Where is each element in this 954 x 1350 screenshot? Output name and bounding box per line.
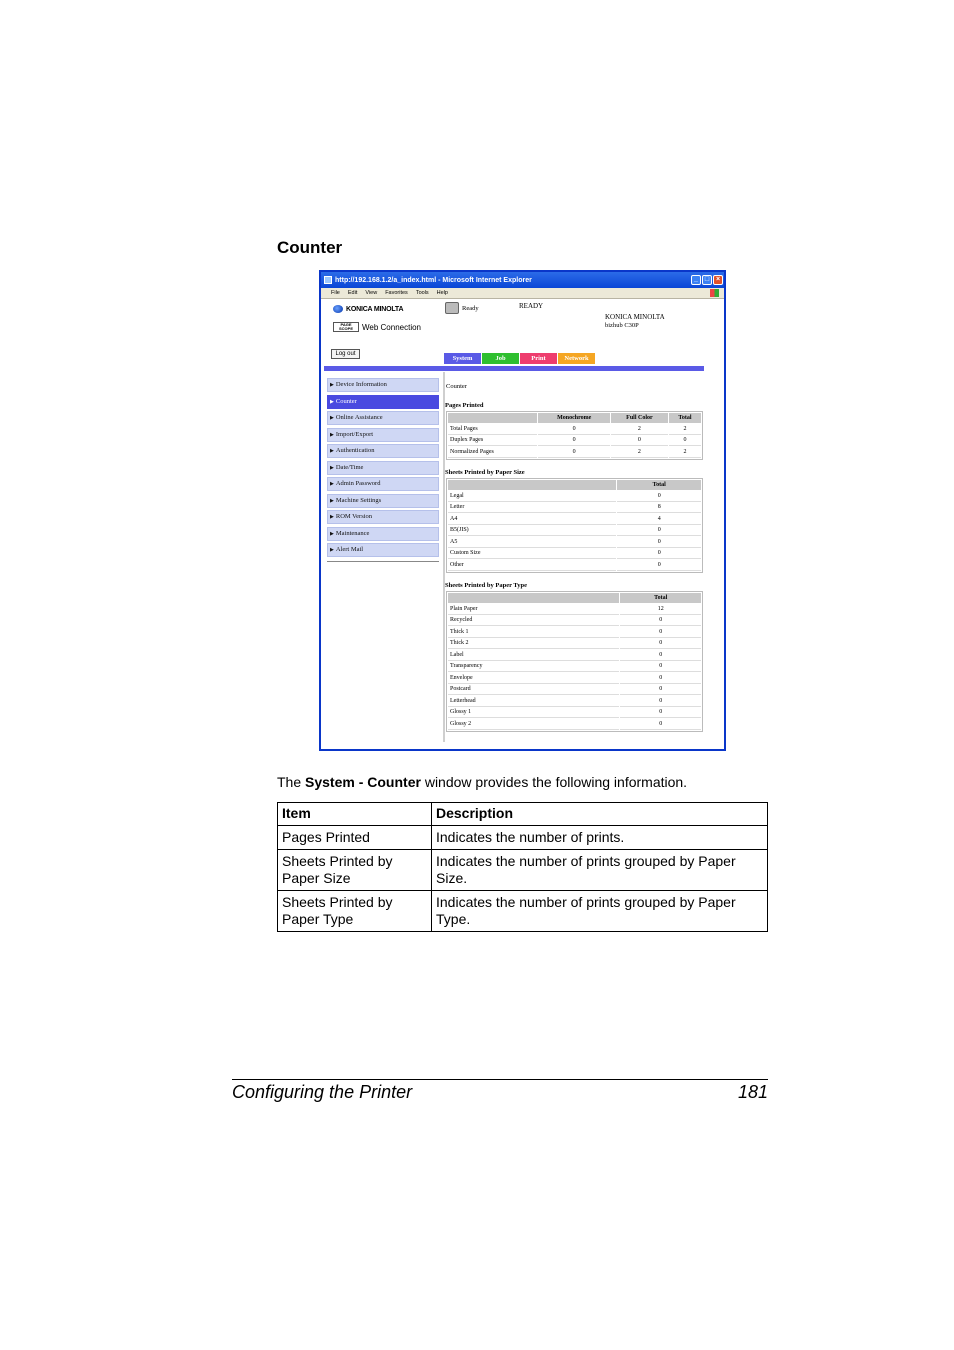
- row-label: Total Pages: [448, 424, 537, 435]
- row-label: Glossy 2: [448, 719, 619, 730]
- table-row: [448, 560, 701, 571]
- menu-edit[interactable]: Edit: [347, 290, 358, 296]
- footer-chapter: Configuring the Printer: [232, 1082, 413, 1102]
- intro-text: [277, 774, 687, 790]
- windows-logo-icon: [710, 289, 719, 297]
- table-row: [448, 685, 701, 696]
- count-cell: 0: [620, 673, 701, 684]
- table-row: [448, 708, 701, 719]
- description-cell: Indicates the number of prints grouped by Paper Size.: [432, 850, 768, 891]
- sidebar-item-label: Admin Password: [335, 480, 381, 487]
- arrow-icon: ▶: [330, 515, 334, 520]
- page-number: 181: [737, 1082, 768, 1102]
- sidebar-item[interactable]: [327, 378, 439, 392]
- row-label: Envelope: [448, 673, 619, 684]
- counter-heading: Counter: [446, 383, 467, 390]
- table-header-row: [448, 480, 701, 490]
- count-cell: 0: [620, 662, 701, 673]
- table-row: [448, 604, 701, 615]
- status-big: READY: [519, 302, 544, 310]
- menu-tools[interactable]: Tools: [415, 290, 429, 296]
- row-label: Thick 2: [448, 639, 619, 650]
- sidebar-item-label: Authentication: [335, 447, 375, 454]
- table-row: [448, 719, 701, 730]
- arrow-icon: ▶: [330, 416, 334, 421]
- count-cell: 0: [620, 719, 701, 730]
- row-label: Postcard: [448, 685, 619, 696]
- globe-icon: [333, 305, 343, 313]
- count-cell: 0: [538, 447, 609, 458]
- intro-post: window provides the following information.: [420, 774, 688, 790]
- browser-title: http://192.168.1.2/a_index.html - Microsoft Internet Explorer: [335, 276, 532, 284]
- tab-job[interactable]: Job: [482, 353, 519, 364]
- arrow-icon: ▶: [330, 531, 334, 537]
- sidebar-item[interactable]: [327, 477, 439, 491]
- count-cell: 0: [617, 537, 701, 548]
- count-cell: 0: [620, 685, 701, 696]
- header-description: Description: [432, 803, 768, 826]
- table-row: [448, 526, 701, 537]
- sidebar-item-label: ROM Version: [335, 513, 373, 520]
- table-row: [448, 639, 701, 650]
- sidebar-item[interactable]: [327, 461, 439, 475]
- sidebar-item-label: Alert Mail: [335, 546, 364, 553]
- count-cell: 0: [617, 560, 701, 571]
- intro-bold: System - Counter: [305, 774, 421, 790]
- by-size-table: [446, 478, 703, 573]
- web-connection-page: [321, 299, 724, 749]
- table-row: [448, 696, 701, 707]
- description-table: [277, 802, 768, 932]
- count-cell: 0: [538, 424, 609, 435]
- menu-view[interactable]: View: [365, 290, 378, 296]
- sidebar-item[interactable]: [327, 411, 439, 425]
- row-label: Plain Paper: [448, 604, 619, 615]
- tab-print[interactable]: Print: [520, 353, 557, 364]
- konica-minolta-logo: [333, 305, 403, 313]
- by-type-label: Sheets Printed by Paper Type: [445, 582, 527, 589]
- sidebar-item[interactable]: [327, 428, 439, 442]
- row-label: Thick 1: [448, 627, 619, 638]
- row-label: Normalized Pages: [448, 447, 537, 458]
- sidebar-item-label: Import/Export: [335, 430, 374, 438]
- table-row: [448, 650, 701, 661]
- row-label: Label: [448, 650, 619, 661]
- table-row: [278, 826, 768, 850]
- arrow-icon: ▶: [330, 548, 334, 553]
- sidebar-item-label: Counter: [335, 397, 357, 405]
- pages-printed-label: Pages Printed: [445, 402, 484, 409]
- arrow-icon: ▶: [330, 465, 334, 471]
- item-cell: Sheets Printed by Paper Size: [278, 850, 432, 891]
- arrow-icon: ▶: [330, 482, 334, 487]
- table-row: [448, 537, 701, 548]
- column-header: Monochrome: [538, 413, 609, 423]
- sidebar-item-label: Machine Settings: [335, 496, 382, 504]
- minimize-icon[interactable]: _: [691, 275, 701, 285]
- count-cell: 0: [617, 549, 701, 560]
- row-label: A4: [448, 514, 616, 525]
- count-cell: 0: [620, 639, 701, 650]
- row-label: Glossy 1: [448, 708, 619, 719]
- column-header: Total: [669, 413, 701, 423]
- count-cell: 2: [611, 424, 668, 435]
- sidebar-item-label: Maintenance: [335, 529, 370, 537]
- count-cell: 0: [620, 627, 701, 638]
- sidebar-item[interactable]: [327, 527, 439, 541]
- footer-rule: [232, 1079, 768, 1080]
- brand-name: KONICA MINOLTA: [346, 305, 404, 313]
- browser-menubar: [321, 288, 724, 299]
- row-label: Transparency: [448, 662, 619, 673]
- sidebar-item[interactable]: [327, 395, 439, 409]
- tab-network[interactable]: Network: [558, 353, 595, 364]
- count-cell: 0: [620, 616, 701, 627]
- divider: [443, 372, 445, 742]
- row-label: Letter: [448, 503, 616, 514]
- main-tabs: [444, 353, 595, 364]
- arrow-icon: ▶: [330, 498, 334, 504]
- table-row: [448, 491, 701, 502]
- model-line1: KONICA MINOLTA: [605, 313, 665, 321]
- item-cell: Pages Printed: [278, 826, 432, 850]
- section-title: Counter: [277, 238, 343, 257]
- browser-titlebar: [321, 272, 724, 288]
- description-cell: Indicates the number of prints grouped by Paper Type.: [432, 891, 768, 932]
- column-header: Total: [620, 593, 701, 603]
- column-header: Total: [617, 480, 701, 490]
- header-item: Item: [278, 803, 432, 826]
- table-row: [448, 673, 701, 684]
- table-header-row: [448, 413, 701, 423]
- count-cell: 0: [620, 696, 701, 707]
- table-row: [448, 447, 701, 458]
- row-label: Legal: [448, 491, 616, 502]
- printer-icon: [445, 302, 459, 314]
- tab-system[interactable]: System: [444, 353, 481, 364]
- count-cell: 2: [669, 424, 701, 435]
- menu-help[interactable]: Help: [436, 290, 448, 296]
- column-header: [448, 593, 619, 603]
- sidebar-item[interactable]: [327, 494, 439, 508]
- column-header: [448, 480, 616, 490]
- table-row: [448, 424, 701, 435]
- sidebar: [327, 378, 439, 562]
- menu-file[interactable]: File: [331, 290, 340, 296]
- pagescope-badge: PAGE SCOPE: [333, 322, 359, 332]
- count-cell: 0: [617, 491, 701, 502]
- arrow-icon: ▶: [330, 432, 334, 438]
- count-cell: 0: [620, 650, 701, 661]
- arrow-icon: ▶: [330, 399, 334, 405]
- intro-pre: The: [277, 774, 306, 790]
- browser-window-screenshot: [319, 270, 726, 751]
- pages-printed-table: [446, 411, 703, 460]
- sidebar-item-label: Date/Time: [335, 463, 364, 471]
- by-size-label: Sheets Printed by Paper Size: [445, 469, 525, 476]
- count-cell: 4: [617, 514, 701, 525]
- table-row: [448, 549, 701, 560]
- close-icon[interactable]: ×: [713, 275, 723, 285]
- count-cell: 0: [617, 526, 701, 537]
- table-row: [278, 891, 768, 932]
- maximize-icon[interactable]: □: [702, 275, 712, 285]
- count-cell: 0: [538, 436, 609, 447]
- column-header: Full Color: [611, 413, 668, 423]
- table-header-row: [448, 593, 701, 603]
- sidebar-item[interactable]: [327, 444, 439, 458]
- arrow-icon: ▶: [330, 449, 334, 454]
- count-cell: 2: [669, 447, 701, 458]
- table-row: [448, 616, 701, 627]
- by-type-table: [446, 591, 703, 732]
- table-row: [448, 503, 701, 514]
- status-small: Ready: [462, 305, 479, 312]
- arrow-icon: ▶: [330, 383, 334, 388]
- web-connection-logo: [333, 322, 421, 332]
- tab-underline: [324, 366, 704, 371]
- product-name: Web Connection: [362, 322, 421, 332]
- sidebar-item-label: Device Information: [335, 381, 387, 388]
- count-cell: 0: [620, 708, 701, 719]
- table-row: [448, 436, 701, 447]
- row-label: B5(JIS): [448, 526, 616, 537]
- table-row: [448, 514, 701, 525]
- count-cell: 2: [611, 447, 668, 458]
- item-cell: Sheets Printed by Paper Type: [278, 891, 432, 932]
- menu-favorites[interactable]: Favorites: [385, 290, 408, 296]
- model-line2: bizhub C30P: [605, 322, 639, 329]
- row-label: Letterhead: [448, 696, 619, 707]
- table-row: [278, 850, 768, 891]
- description-cell: Indicates the number of prints.: [432, 826, 768, 850]
- ie-icon: [324, 276, 332, 284]
- logout-button[interactable]: Log out: [331, 349, 360, 359]
- row-label: Duplex Pages: [448, 436, 537, 447]
- count-cell: 8: [617, 503, 701, 514]
- table-row: [448, 627, 701, 638]
- sidebar-item[interactable]: [327, 510, 439, 524]
- table-header-row: [278, 803, 768, 826]
- row-label: Custom Size: [448, 549, 616, 560]
- count-cell: 0: [669, 436, 701, 447]
- row-label: Other: [448, 560, 616, 571]
- row-label: Recycled: [448, 616, 619, 627]
- row-label: A5: [448, 537, 616, 548]
- sidebar-item[interactable]: [327, 543, 439, 557]
- sidebar-item-label: Online Assistance: [335, 414, 383, 421]
- count-cell: 12: [620, 604, 701, 615]
- count-cell: 0: [611, 436, 668, 447]
- column-header: [448, 413, 537, 423]
- table-row: [448, 662, 701, 673]
